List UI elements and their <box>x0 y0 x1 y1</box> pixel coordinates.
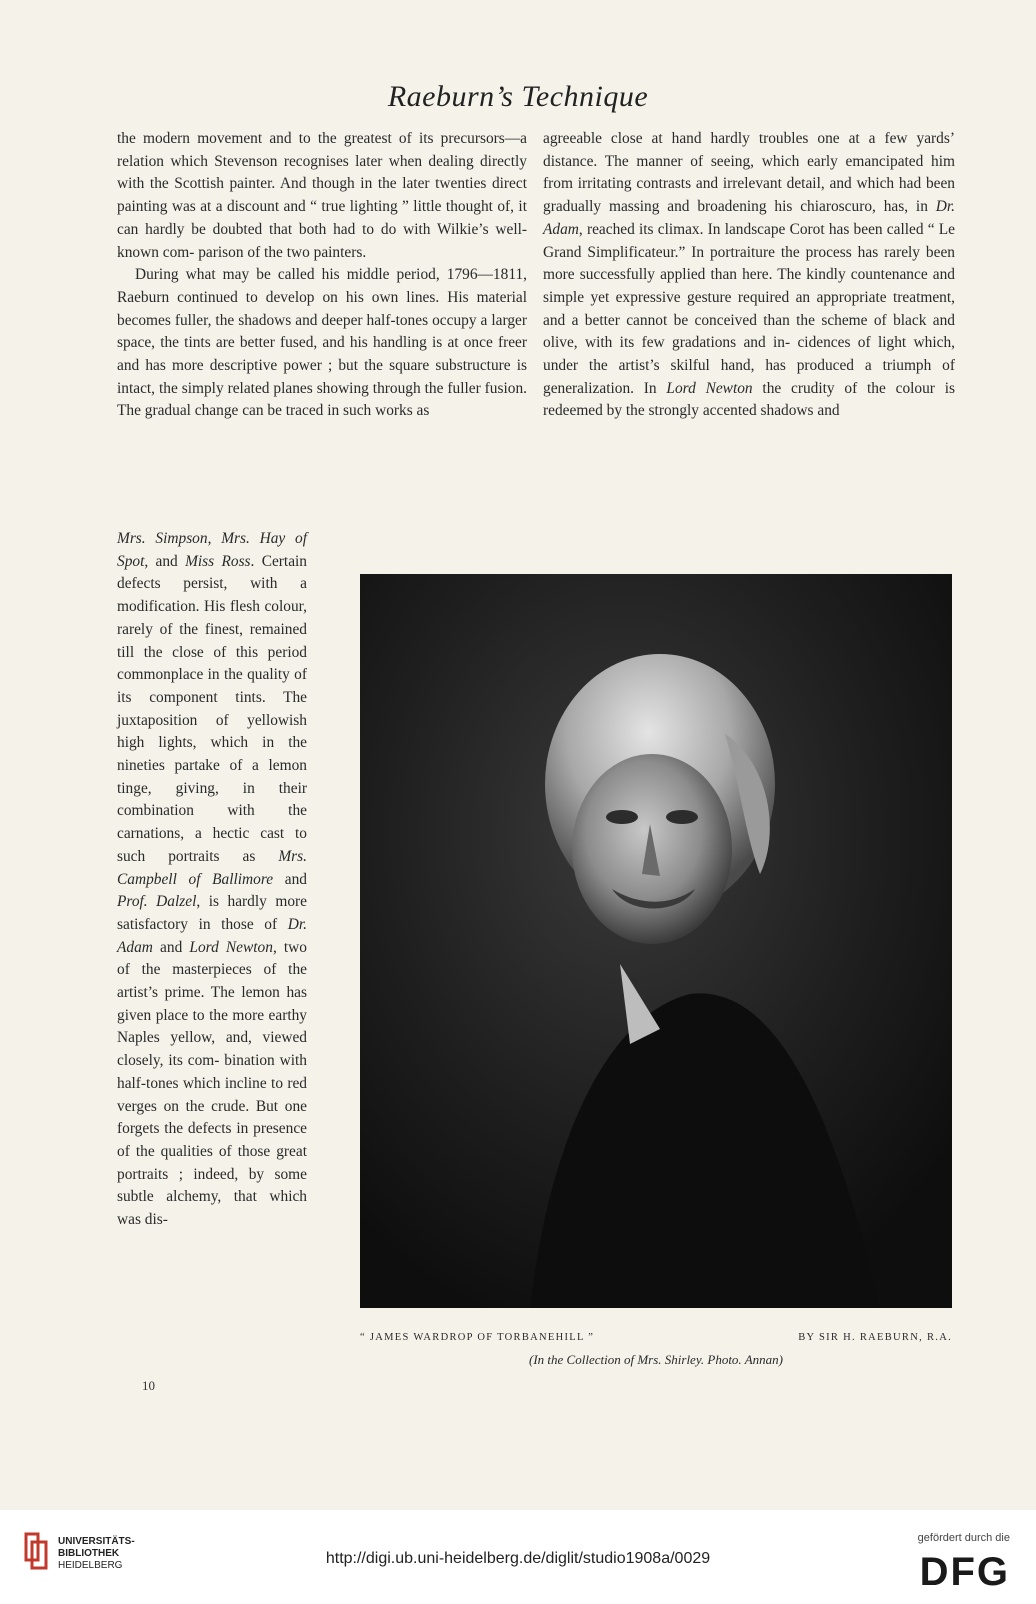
painting-title: Lord Newton <box>189 938 273 956</box>
paragraph <box>543 128 955 423</box>
right-column <box>543 128 955 423</box>
library-name-line: BIBLIOTHEK <box>58 1548 120 1559</box>
text-run: , <box>207 530 222 547</box>
text-run: , two of the masterpieces of the artist’s prime. The lemon has given place to the more earthy Naples yellow, and, viewed closely, its com- bination with half-tones which incline to red verges on the crude. But one forgets the defects in presence of the qualities of those great portraits ; indeed, by some subtle alchemy, that which was dis- <box>117 938 307 1229</box>
digitization-footer <box>0 1510 1036 1604</box>
paragraph: the modern movement and to the greatest of its precursors—a relation which Stevenson recognises later when dealing directly with the Scottish painter. And though in the later twenties direct painting was at a discount and “ true lighting ” little thought of, it can hardly be doubted that both had to do with Wilkie’s well-known com- parison of the two painters. <box>117 130 527 261</box>
text-run: agreeable close at hand hardly troubles one at a few yards’ distance. The manner of seeing, which early emancipated him from irritating contrasts and irrelevant detail, and which had been gradually massing and broadening his chiaroscuro, has, in <box>543 130 955 216</box>
painting-title: Mrs. Campbell of Ballimore <box>117 847 307 888</box>
text-run: and <box>152 938 190 956</box>
painting-title: Lord Newton <box>666 379 753 397</box>
running-head: Raeburn’s Technique <box>387 80 649 113</box>
painting-title: Dr. Adam <box>543 198 955 238</box>
painting-title: Miss Ross <box>185 552 251 570</box>
text-run: , reached its climax. In landscape Corot has been called “ Le Grand Simplificateur.” In portraiture the process has rarely been more successfully applied than here. The kindly countenance and simple yet expressive gesture required an appropriate treatment, and a better cannot be conceived than the scheme of black and olive, with its few gradations and in- cidences of light which, under the artist’s skilful hand, has produced a triumph of generalization. In <box>543 220 955 397</box>
source-url[interactable]: http://digi.ub.uni-heidelberg.de/diglit/studio1908a/0029 <box>325 1550 711 1567</box>
painting-title: Prof. Dalzel <box>117 893 197 911</box>
paragraph <box>117 528 307 1232</box>
portrait-photograph <box>360 574 952 1308</box>
text-run: and <box>273 870 308 888</box>
funding-label: gefördert durch die <box>917 1532 1010 1544</box>
painting-title: Mrs. Hay of Spot <box>117 530 307 570</box>
text-run: , is hardly more satisfactory in those of <box>117 893 307 933</box>
paragraph: During what may be called his middle period, 1796—1811, Raeburn continued to develop on his own lines. His material becomes fuller, the shadows and deeper half-tones occupy a larger space, the tints are better fused, and his handling is at once freer and has more descriptive power ; but the square substructure is intact, the simply related planes showing through the fuller fusion. The gradual change can be traced in such works as <box>117 266 527 420</box>
text-run: the crudity of the colour is redeemed by the strongly accented shadows and <box>543 379 955 420</box>
figure-credit: (In the Collection of Mrs. Shirley. Photo. Annan) <box>529 1352 783 1367</box>
page-number: 10 <box>142 1378 155 1393</box>
caption-artist: BY SIR H. RAEBURN, R.A. <box>798 1332 952 1343</box>
library-name-line: UNIVERSITÄTS- <box>58 1536 135 1547</box>
caption-title: “ JAMES WARDROP OF TORBANEHILL ” <box>360 1332 595 1343</box>
painting-title: Dr. Adam <box>117 915 307 956</box>
funder-logo: DFG <box>919 1550 1010 1594</box>
text-run: . Certain defects persist, with a modification. His flesh colour, rarely of the finest, remained till the close of this period commonplace in the quality of its component tints. The juxtaposition of yellowish high lights, which in the nineties partake of a lemon tinge, giving, in their combination with the carnations, a hectic cast to such portraits as <box>117 552 308 865</box>
painting-title: Mrs. Simpson <box>117 530 208 547</box>
left-column-top <box>117 128 527 423</box>
library-name-line: HEIDELBERG <box>58 1560 123 1571</box>
text-run: , and <box>144 552 186 570</box>
left-column-narrow <box>117 528 307 1232</box>
